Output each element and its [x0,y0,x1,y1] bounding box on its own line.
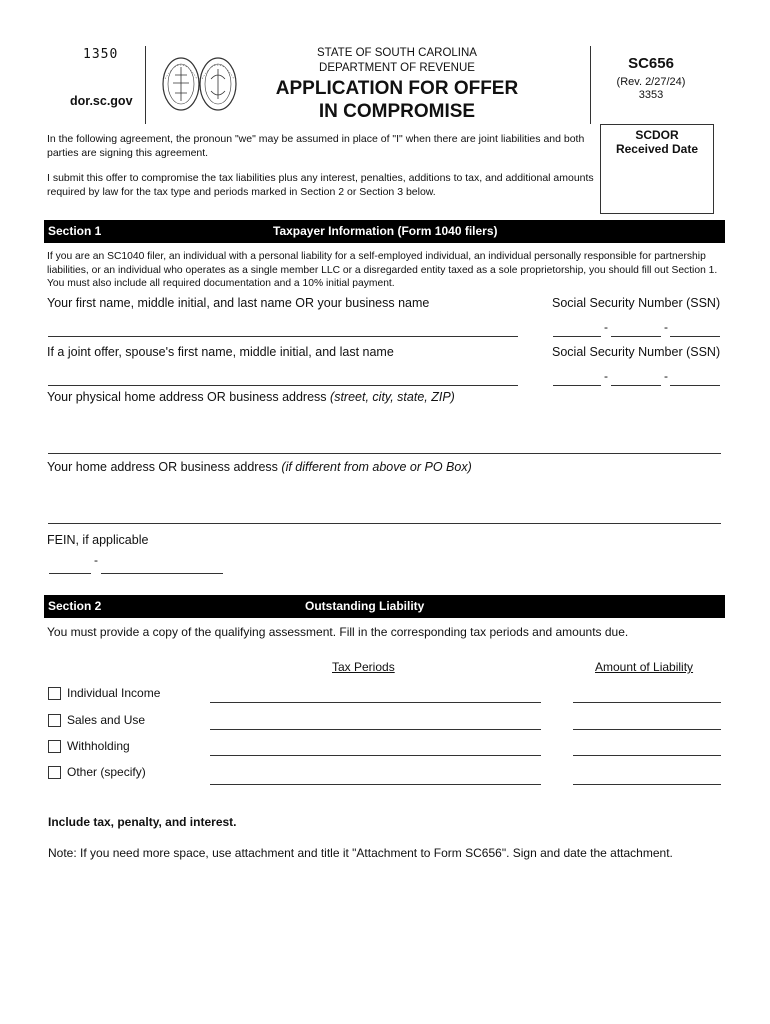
name-field[interactable] [48,336,518,337]
state-name: STATE OF SOUTH CAROLINA [317,47,477,59]
form-title-line1: APPLICATION FOR OFFER [275,78,519,99]
header-divider-left [145,46,146,124]
ssn-dash: - [604,320,608,334]
form-number: SC656 [628,55,674,72]
section1-label: Section 1 [48,224,102,238]
withholding-checkbox[interactable] [48,740,61,753]
physical-address-label-text: Your physical home address OR business address [47,390,327,404]
fein-field-part2[interactable] [101,573,223,574]
received-box-line2: Received Date [615,142,699,156]
space-note: Note: If you need more space, use attachment and title it "Attachment to Form SC656". Sign and date the attachment. [48,846,673,860]
withholding-amount-field[interactable] [573,755,721,756]
ssn-field-part3[interactable] [670,336,720,337]
physical-address-field[interactable] [48,453,721,454]
home-address-field[interactable] [48,523,721,524]
revision-code: 3353 [638,89,664,101]
spouse-ssn-field-part1[interactable] [553,385,601,386]
fein-label: FEIN, if applicable [47,533,149,547]
website: dor.sc.gov [70,94,133,108]
form-code: 1350 [83,47,119,62]
ssn-label: Social Security Number (SSN) [552,296,721,310]
individual-income-amount-field[interactable] [573,702,721,703]
name-label: Your first name, middle initial, and last name OR your business name [47,296,430,310]
individual-income-periods-field[interactable] [210,702,541,703]
spouse-ssn-field-part2[interactable] [611,385,661,386]
home-address-label [47,460,472,474]
include-note: Include tax, penalty, and interest. [48,815,237,829]
sales-use-amount-field[interactable] [573,729,721,730]
sales-use-label: Sales and Use [67,713,146,727]
received-date-box [600,124,714,214]
section1-title: Taxpayer Information (Form 1040 filers) [273,224,498,238]
home-address-label-text: Your home address OR business address [47,460,278,474]
header-divider-right [590,46,591,124]
spouse-ssn-label: Social Security Number (SSN) [552,345,721,359]
withholding-label: Withholding [67,739,130,753]
physical-address-hint: (street, city, state, ZIP) [330,390,455,404]
ssn-field-part1[interactable] [553,336,601,337]
section1-description: If you are an SC1040 filer, an individual with a personal liability for a self-employed individual, an individual personally responsible for partnership liabilities, or an individual who operates as a single member LLC or a disregarded entity taxed as a sole proprietorship, you should fill out Section 1. You must also include all required documentation and a 10% initial payment. [47,251,718,289]
spouse-name-label: If a joint offer, spouse's first name, middle initial, and last name [47,345,394,359]
state-seal-icon [161,49,241,119]
section1-header [44,220,725,243]
spouse-name-field[interactable] [48,385,518,386]
other-amount-field[interactable] [573,784,721,785]
individual-income-checkbox[interactable] [48,687,61,700]
pronoun-note: In the following agreement, the pronoun "we" may be assumed in place of "I" when there are joint liabilities and both parties are signing this agreement. [47,133,585,159]
amount-header: Amount of Liability [595,660,694,674]
department-name: DEPARTMENT OF REVENUE [319,62,475,74]
section2-header [44,595,725,618]
individual-income-label: Individual Income [67,686,161,700]
ssn-dash: - [664,320,668,334]
tax-periods-header: Tax Periods [332,660,395,674]
other-checkbox[interactable] [48,766,61,779]
ssn-dash: - [664,369,668,383]
fein-dash: - [94,553,98,567]
spouse-ssn-field-part3[interactable] [670,385,720,386]
physical-address-label [47,390,455,404]
section2-description: You must provide a copy of the qualifying assessment. Fill in the corresponding tax periods and amounts due. [47,625,629,639]
other-periods-field[interactable] [210,784,541,785]
section2-title: Outstanding Liability [305,599,425,613]
withholding-periods-field[interactable] [210,755,541,756]
fein-field-part1[interactable] [49,573,91,574]
ssn-field-part2[interactable] [611,336,661,337]
sales-use-checkbox[interactable] [48,714,61,727]
received-box-line1: SCDOR [635,128,679,142]
submit-note: I submit this offer to compromise the tax liabilities plus any interest, penalties, additions to tax, and additional amounts required by law for the tax type and periods marked in Section 2 or Section 3 below. [47,172,594,198]
section2-label: Section 2 [48,599,102,613]
sales-use-periods-field[interactable] [210,729,541,730]
ssn-dash: - [604,369,608,383]
form-title-line2: IN COMPROMISE [318,101,476,122]
other-label: Other (specify) [67,765,146,779]
revision-date: (Rev. 2/27/24) [616,76,686,88]
home-address-hint: (if different from above or PO Box) [281,460,472,474]
